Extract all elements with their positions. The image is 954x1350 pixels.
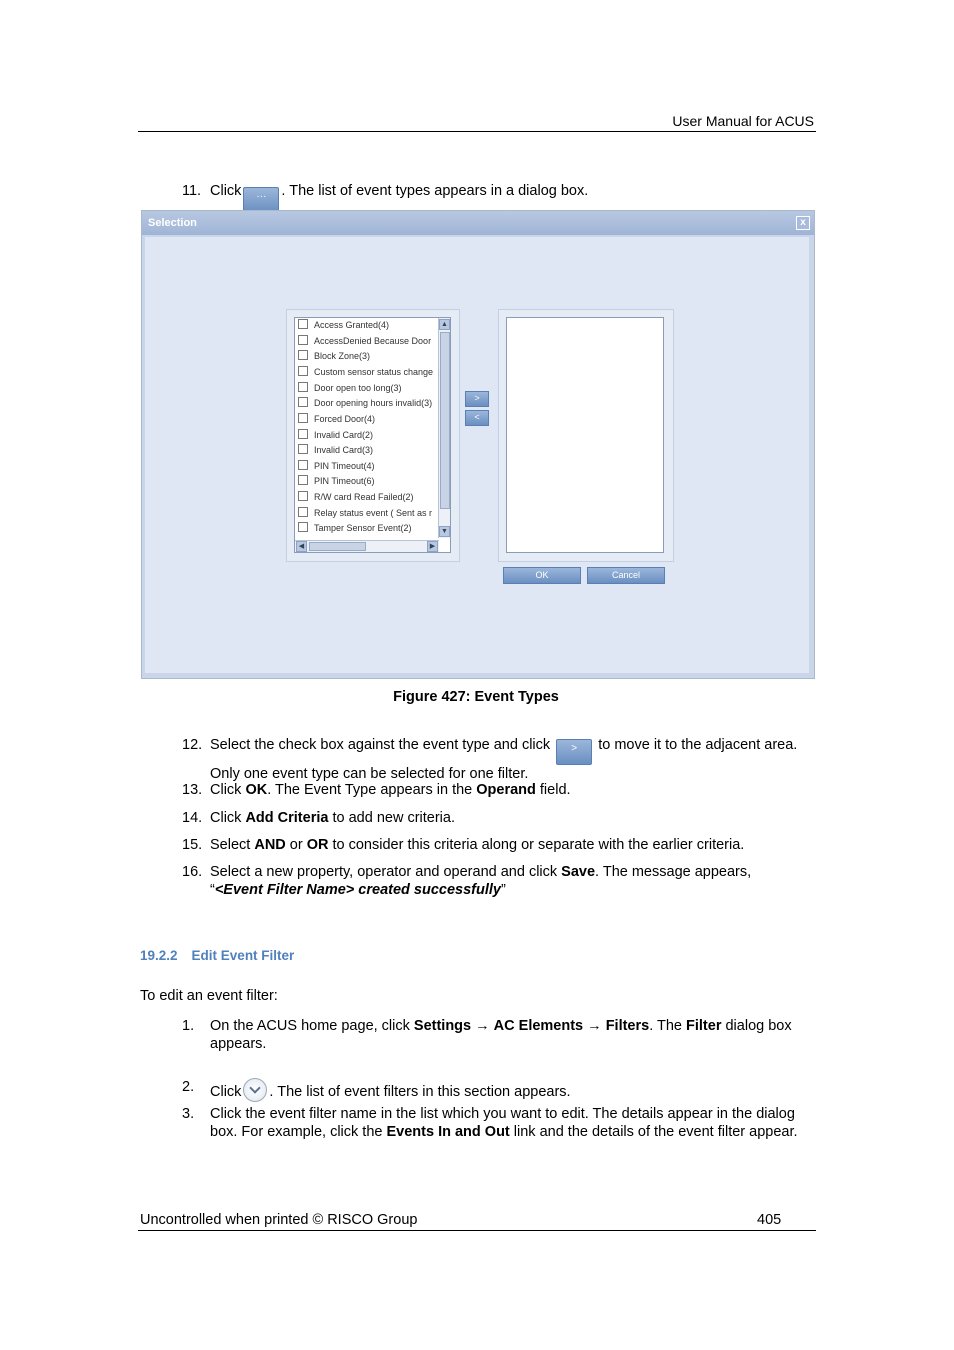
move-right-button[interactable]: > xyxy=(465,391,489,407)
bold-text: Operand xyxy=(476,782,536,798)
list-item[interactable] xyxy=(298,491,438,505)
page-number: 405 xyxy=(757,1212,782,1228)
scroll-left-icon[interactable]: ◀ xyxy=(296,541,307,552)
horizontal-scrollbar[interactable] xyxy=(295,540,439,552)
section-number: 19.2.2 xyxy=(140,948,178,963)
checkbox[interactable] xyxy=(298,429,308,439)
text: Select xyxy=(210,837,255,853)
text: “ xyxy=(210,882,215,898)
list-item-label: Relay status event ( Sent as r xyxy=(314,508,433,518)
list-item[interactable] xyxy=(298,522,438,536)
list-item[interactable] xyxy=(298,507,438,521)
checkbox[interactable] xyxy=(298,382,308,392)
checkbox[interactable] xyxy=(298,475,308,485)
step-number: 14. xyxy=(182,810,203,826)
text: to consider this criteria along or separate with the earlier criteria. xyxy=(328,837,745,853)
list-item-label: Forced Door(4) xyxy=(314,414,376,424)
step-text xyxy=(210,1105,820,1141)
text: . The xyxy=(649,1018,687,1034)
scroll-up-icon[interactable]: ▲ xyxy=(439,319,450,330)
text: . The message appears, xyxy=(595,864,752,880)
chevron-down-icon xyxy=(243,1078,267,1102)
event-type-list[interactable] xyxy=(294,317,451,553)
scroll-right-icon[interactable]: ▶ xyxy=(427,541,438,552)
text: Click xyxy=(210,810,246,826)
bold-text: Filters xyxy=(605,1018,650,1034)
list-item-label: Door opening hours invalid(3) xyxy=(314,398,433,408)
text: On the ACUS home page, click xyxy=(210,1018,414,1034)
list-item[interactable] xyxy=(298,475,438,489)
text: . The Event Type appears in the xyxy=(267,782,477,798)
step-number: 16. xyxy=(182,864,203,880)
step-text-pre: Select the check box against the event type and click xyxy=(210,737,551,753)
step-text-post: to move it to the adjacent area. Only one event type can be selected for one filter. xyxy=(210,737,798,782)
text: or xyxy=(285,837,307,853)
text: dialog box appears. xyxy=(210,1018,792,1052)
text: Click the event filter name in the list which you want to edit. The details appear in the dialog box. For example, click the xyxy=(210,1106,795,1140)
bold-text: Settings xyxy=(413,1018,472,1034)
bold-text: Save xyxy=(561,864,596,880)
list-item-label: PIN Timeout(4) xyxy=(314,461,375,471)
ellipsis-button-icon: ··· xyxy=(243,187,279,213)
list-item-label: Custom sensor status change xyxy=(314,367,434,377)
list-item-label: Door open too long(3) xyxy=(314,383,402,393)
step-text xyxy=(210,1078,820,1102)
list-item[interactable] xyxy=(298,382,438,396)
list-item[interactable] xyxy=(298,350,438,364)
vertical-scrollbar[interactable] xyxy=(438,318,450,538)
dialog-titlebar xyxy=(142,211,814,235)
move-left-button[interactable]: < xyxy=(465,410,489,426)
cancel-button[interactable]: Cancel xyxy=(587,567,665,584)
checkbox[interactable] xyxy=(298,444,308,454)
step-text xyxy=(210,1017,820,1053)
checkbox[interactable] xyxy=(298,350,308,360)
ok-button[interactable]: OK xyxy=(503,567,581,584)
event-type-list-panel xyxy=(286,309,460,562)
footer-copyright: Uncontrolled when printed © RISCO Group xyxy=(140,1212,418,1228)
footer-rule xyxy=(138,1230,816,1231)
step-text xyxy=(210,781,820,799)
step-text xyxy=(210,736,820,783)
text: ” xyxy=(500,882,506,898)
text: link and the details of the event filter appear. xyxy=(509,1124,798,1140)
checkbox[interactable] xyxy=(298,460,308,470)
header-rule xyxy=(138,131,816,132)
step-number: 13. xyxy=(182,782,203,798)
bold-text: Add Criteria xyxy=(245,810,329,826)
selected-list[interactable] xyxy=(506,317,664,553)
move-right-button-icon: > xyxy=(556,739,592,765)
list-item[interactable] xyxy=(298,413,438,427)
checkbox[interactable] xyxy=(298,522,308,532)
bold-text: AND xyxy=(254,837,286,853)
list-item-label: Tamper Sensor Event(2) xyxy=(314,523,412,533)
list-item[interactable] xyxy=(298,319,438,333)
arrow-text: → xyxy=(471,1018,494,1034)
checkbox[interactable] xyxy=(298,319,308,329)
bold-text: OK xyxy=(245,782,268,798)
text: to add new criteria. xyxy=(328,810,455,826)
step-text-pre: Click xyxy=(210,1084,242,1100)
step-number: 11. xyxy=(182,183,202,199)
selected-panel xyxy=(498,309,674,562)
step-text xyxy=(210,863,820,899)
section-title: Edit Event Filter xyxy=(191,948,295,963)
dialog-title: Selection xyxy=(148,217,197,229)
text: Select a new property, operator and operand and click xyxy=(210,864,562,880)
step-number: 3. xyxy=(182,1106,195,1122)
step-number: 2. xyxy=(182,1079,195,1095)
step-text xyxy=(210,809,820,827)
checkbox[interactable] xyxy=(298,507,308,517)
text: field. xyxy=(535,782,571,798)
step-text xyxy=(210,836,820,854)
section-heading xyxy=(140,948,294,963)
step-text-pre: Click xyxy=(210,183,242,199)
bold-italic-text: <Event Filter Name> created successfully xyxy=(214,882,501,898)
checkbox[interactable] xyxy=(298,491,308,501)
scroll-thumb[interactable] xyxy=(309,542,366,551)
list-item[interactable] xyxy=(298,444,438,458)
step-number: 15. xyxy=(182,837,203,853)
dialog-body xyxy=(145,237,809,673)
close-icon[interactable]: x xyxy=(796,216,810,230)
figure-caption: Figure 427: Event Types xyxy=(393,689,559,705)
bold-text: AC Elements xyxy=(493,1018,584,1034)
step-number: 1. xyxy=(182,1018,195,1034)
bold-text: Filter xyxy=(686,1018,722,1034)
running-header: User Manual for ACUS xyxy=(672,113,814,129)
list-item[interactable] xyxy=(298,335,438,349)
list-item-label: Access Granted(4) xyxy=(314,320,390,330)
scroll-down-icon[interactable]: ▼ xyxy=(439,526,450,537)
checkbox[interactable] xyxy=(298,397,308,407)
intro-paragraph: To edit an event filter: xyxy=(140,988,278,1004)
list-item-label: Block Zone(3) xyxy=(314,351,371,361)
step-text-post: . The list of event types appears in a dialog box. xyxy=(281,183,589,199)
arrow-text: → xyxy=(583,1018,606,1034)
list-item[interactable] xyxy=(298,460,438,474)
list-item-label: Invalid Card(3) xyxy=(314,445,374,455)
list-item[interactable] xyxy=(298,397,438,411)
list-item-label: AccessDenied Because Door xyxy=(314,336,432,346)
step-number: 12. xyxy=(182,737,203,753)
list-item-label: R/W card Read Failed(2) xyxy=(314,492,414,502)
checkbox[interactable] xyxy=(298,413,308,423)
list-item-label: Invalid Card(2) xyxy=(314,430,374,440)
bold-text: OR xyxy=(306,837,329,853)
list-item[interactable] xyxy=(298,366,438,380)
scroll-thumb[interactable] xyxy=(440,332,450,509)
step-text xyxy=(210,182,820,213)
checkbox[interactable] xyxy=(298,335,308,345)
list-item-label: PIN Timeout(6) xyxy=(314,476,375,486)
text: Click xyxy=(210,782,246,798)
step-text-post: . The list of event filters in this section appears. xyxy=(269,1084,571,1100)
selection-dialog xyxy=(141,210,815,679)
checkbox[interactable] xyxy=(298,366,308,376)
bold-text: Events In and Out xyxy=(386,1124,510,1140)
list-item[interactable] xyxy=(298,429,438,443)
